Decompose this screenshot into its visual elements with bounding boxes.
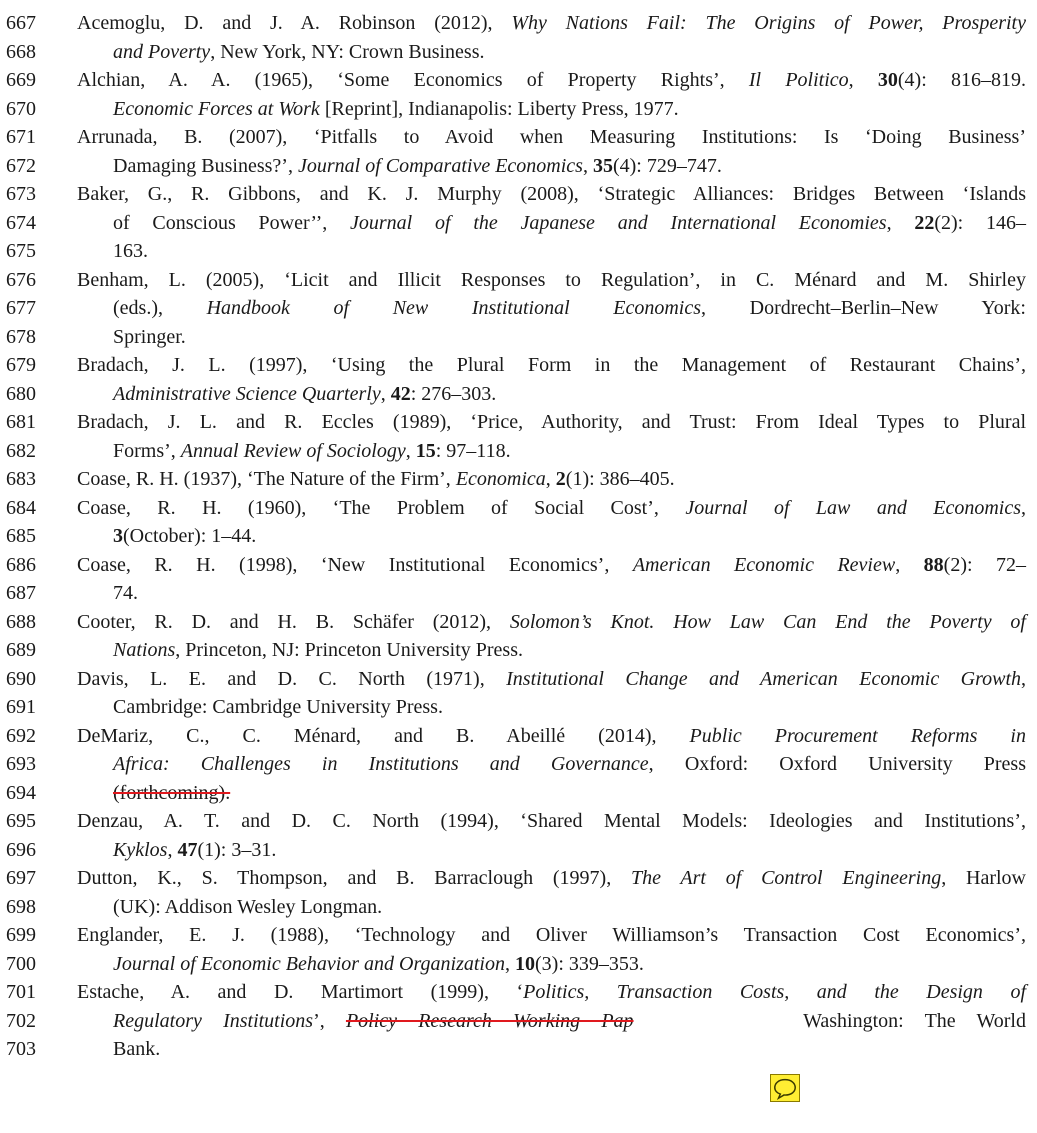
- reference-text: Englander, E. J. (1988), ‘Technology and Oliver Williamson’s Transaction Cost Economics’,: [77, 924, 1026, 946]
- reference-text: 163.: [113, 240, 148, 262]
- reference-text: Coase, R. H. (1937), ‘The Nature of the Firm’, Economica, 2(1): 386–405.: [77, 468, 675, 490]
- line-number: 672: [6, 154, 36, 177]
- reference-line: [0, 465, 1037, 494]
- reference-text: Cambridge: Cambridge University Press.: [113, 696, 443, 718]
- reference-line: [0, 693, 1037, 722]
- reference-text: Arrunada, B. (2007), ‘Pitfalls to Avoid when Measuring Institutions: Is ‘Doing Business’: [77, 126, 1026, 148]
- reference-line: [0, 636, 1037, 665]
- line-number: 689: [6, 639, 36, 661]
- line-number: 673: [6, 183, 36, 205]
- line-number: 700: [6, 952, 36, 975]
- line-number: 676: [6, 268, 36, 291]
- line-number: 669: [6, 69, 36, 91]
- line-number: 694: [6, 781, 36, 804]
- reference-line: [0, 9, 1037, 38]
- reference-line: [0, 978, 1037, 1007]
- reference-text: Coase, R. H. (1998), ‘New Institutional Economics’, American Economic Review, 88(2): 72–: [77, 553, 1027, 576]
- line-number: 695: [6, 810, 36, 832]
- reference-line: [0, 921, 1037, 950]
- line-number: 699: [6, 924, 36, 946]
- reference-line: [0, 437, 1037, 466]
- line-number: 678: [6, 325, 36, 348]
- line-number: 684: [6, 496, 36, 519]
- reference-text: 74.: [113, 582, 138, 604]
- reference-text: Estache, A. and D. Martimort (1999), ‘Politics, Transaction Costs, and the Design of: [77, 981, 1026, 1003]
- reference-text: Administrative Science Quarterly, 42: 276–303.: [113, 382, 497, 405]
- reference-text: Bank.: [113, 1038, 161, 1060]
- line-number: 682: [6, 439, 36, 462]
- reference-line: [0, 1007, 1037, 1036]
- reference-line: [0, 209, 1037, 238]
- reference-line: [0, 123, 1037, 152]
- line-number: 703: [6, 1038, 36, 1060]
- reference-text: Bradach, J. L. and R. Eccles (1989), ‘Price, Authority, and Trust: From Ideal Types to Plural: [77, 411, 1026, 433]
- reference-text: Damaging Business?’, Journal of Comparative Economics, 35(4): 729–747.: [113, 154, 722, 177]
- line-number: 688: [6, 610, 36, 633]
- line-number: 670: [6, 97, 36, 120]
- reference-line: [0, 38, 1037, 67]
- reference-text: Forms’, Annual Review of Sociology, 15: 97–118.: [113, 439, 511, 462]
- reference-line: [0, 950, 1037, 979]
- reference-line: [0, 722, 1037, 751]
- reference-line: [0, 237, 1037, 266]
- reference-line: [0, 180, 1037, 209]
- reference-line: [0, 66, 1037, 95]
- line-number: 696: [6, 838, 36, 861]
- reference-text: Baker, G., R. Gibbons, and K. J. Murphy (2008), ‘Strategic Alliances: Bridges Between ‘Islands: [77, 183, 1026, 205]
- reference-line: [0, 408, 1037, 437]
- line-number: 693: [6, 753, 36, 775]
- reference-line: [0, 779, 1037, 808]
- reference-line: [0, 95, 1037, 124]
- reference-line: [0, 351, 1037, 380]
- line-number: 677: [6, 297, 36, 319]
- reference-text: Denzau, A. T. and D. C. North (1994), ‘Shared Mental Models: Ideologies and Institutions’,: [77, 810, 1026, 832]
- reference-text: Journal of Economic Behavior and Organization, 10(3): 339–353.: [113, 952, 644, 975]
- reference-text: (forthcoming).: [113, 781, 231, 804]
- reference-text: and Poverty, New York, NY: Crown Business.: [113, 40, 485, 63]
- reference-text: Acemoglu, D. and J. A. Robinson (2012), Why Nations Fail: The Origins of Power, Prosperity: [77, 12, 1026, 34]
- reference-line: [0, 750, 1037, 779]
- line-number: 701: [6, 981, 36, 1003]
- line-number: 686: [6, 553, 36, 576]
- reference-line: [0, 494, 1037, 523]
- reference-line: [0, 1035, 1037, 1064]
- line-number: 685: [6, 525, 36, 547]
- reference-line: [0, 665, 1037, 694]
- reference-line: [0, 807, 1037, 836]
- line-number: 690: [6, 667, 36, 690]
- line-number: 697: [6, 867, 36, 889]
- line-number: 691: [6, 696, 36, 718]
- reference-text: DeMariz, C., C. Ménard, and B. Abeillé (2014), Public Procurement Reforms in: [77, 724, 1026, 747]
- reference-text: Regulatory Institutions’, Policy Research Working Pap Washington: The World: [113, 1009, 1026, 1032]
- reference-text: Africa: Challenges in Institutions and Governance, Oxford: Oxford University Press: [113, 753, 1026, 775]
- comment-icon[interactable]: [770, 1074, 800, 1102]
- line-number: 671: [6, 126, 36, 148]
- reference-text: Dutton, K., S. Thompson, and B. Barraclough (1997), The Art of Control Engineering, Harlow: [77, 867, 1026, 889]
- reference-text: Economic Forces at Work [Reprint], Indianapolis: Liberty Press, 1977.: [113, 97, 679, 120]
- reference-text: Coase, R. H. (1960), ‘The Problem of Social Cost’, Journal of Law and Economics,: [77, 496, 1026, 519]
- reference-line: [0, 380, 1037, 409]
- reference-text: Nations, Princeton, NJ: Princeton University Press.: [113, 639, 523, 661]
- line-number: 692: [6, 724, 36, 747]
- reference-line: [0, 294, 1037, 323]
- line-number: 674: [6, 211, 36, 234]
- reference-line: [0, 579, 1037, 608]
- line-number: 680: [6, 382, 36, 405]
- reference-line: [0, 893, 1037, 922]
- reference-text: Cooter, R. D. and H. B. Schäfer (2012), Solomon’s Knot. How Law Can End the Poverty of: [77, 610, 1026, 633]
- reference-text: Bradach, J. L. (1997), ‘Using the Plural Form in the Management of Restaurant Chains’,: [77, 354, 1026, 376]
- line-number: 687: [6, 582, 36, 604]
- reference-text: Benham, L. (2005), ‘Licit and Illicit Responses to Regulation’, in C. Ménard and M. Shirley: [77, 268, 1026, 291]
- reference-line: [0, 551, 1037, 580]
- reference-text: Springer.: [113, 325, 186, 348]
- reference-text: (eds.), Handbook of New Institutional Economics, Dordrecht–Berlin–New York:: [113, 297, 1026, 319]
- reference-line: [0, 323, 1037, 352]
- reference-text: of Conscious Power’’, Journal of the Japanese and International Economies, 22(2): 146–: [113, 211, 1026, 234]
- reference-text: Alchian, A. A. (1965), ‘Some Economics of Property Rights’, Il Politico, 30(4): 816–819.: [77, 69, 1026, 91]
- reference-line: [0, 152, 1037, 181]
- line-number: 667: [6, 12, 36, 34]
- reference-line: [0, 608, 1037, 637]
- reference-line: [0, 864, 1037, 893]
- reference-text: Davis, L. E. and D. C. North (1971), Institutional Change and American Economic Growth,: [77, 667, 1027, 690]
- reference-text: 3(October): 1–44.: [113, 525, 257, 547]
- line-number: 698: [6, 895, 36, 918]
- line-number: 679: [6, 354, 36, 376]
- line-number: 702: [6, 1009, 36, 1032]
- reference-text: Kyklos, 47(1): 3–31.: [113, 838, 277, 861]
- line-number: 681: [6, 411, 36, 433]
- reference-line: [0, 266, 1037, 295]
- reference-line: [0, 836, 1037, 865]
- reference-text: (UK): Addison Wesley Longman.: [113, 895, 383, 918]
- line-number: 683: [6, 468, 36, 490]
- reference-line: [0, 522, 1037, 551]
- line-number: 668: [6, 40, 36, 63]
- line-number: 675: [6, 240, 36, 262]
